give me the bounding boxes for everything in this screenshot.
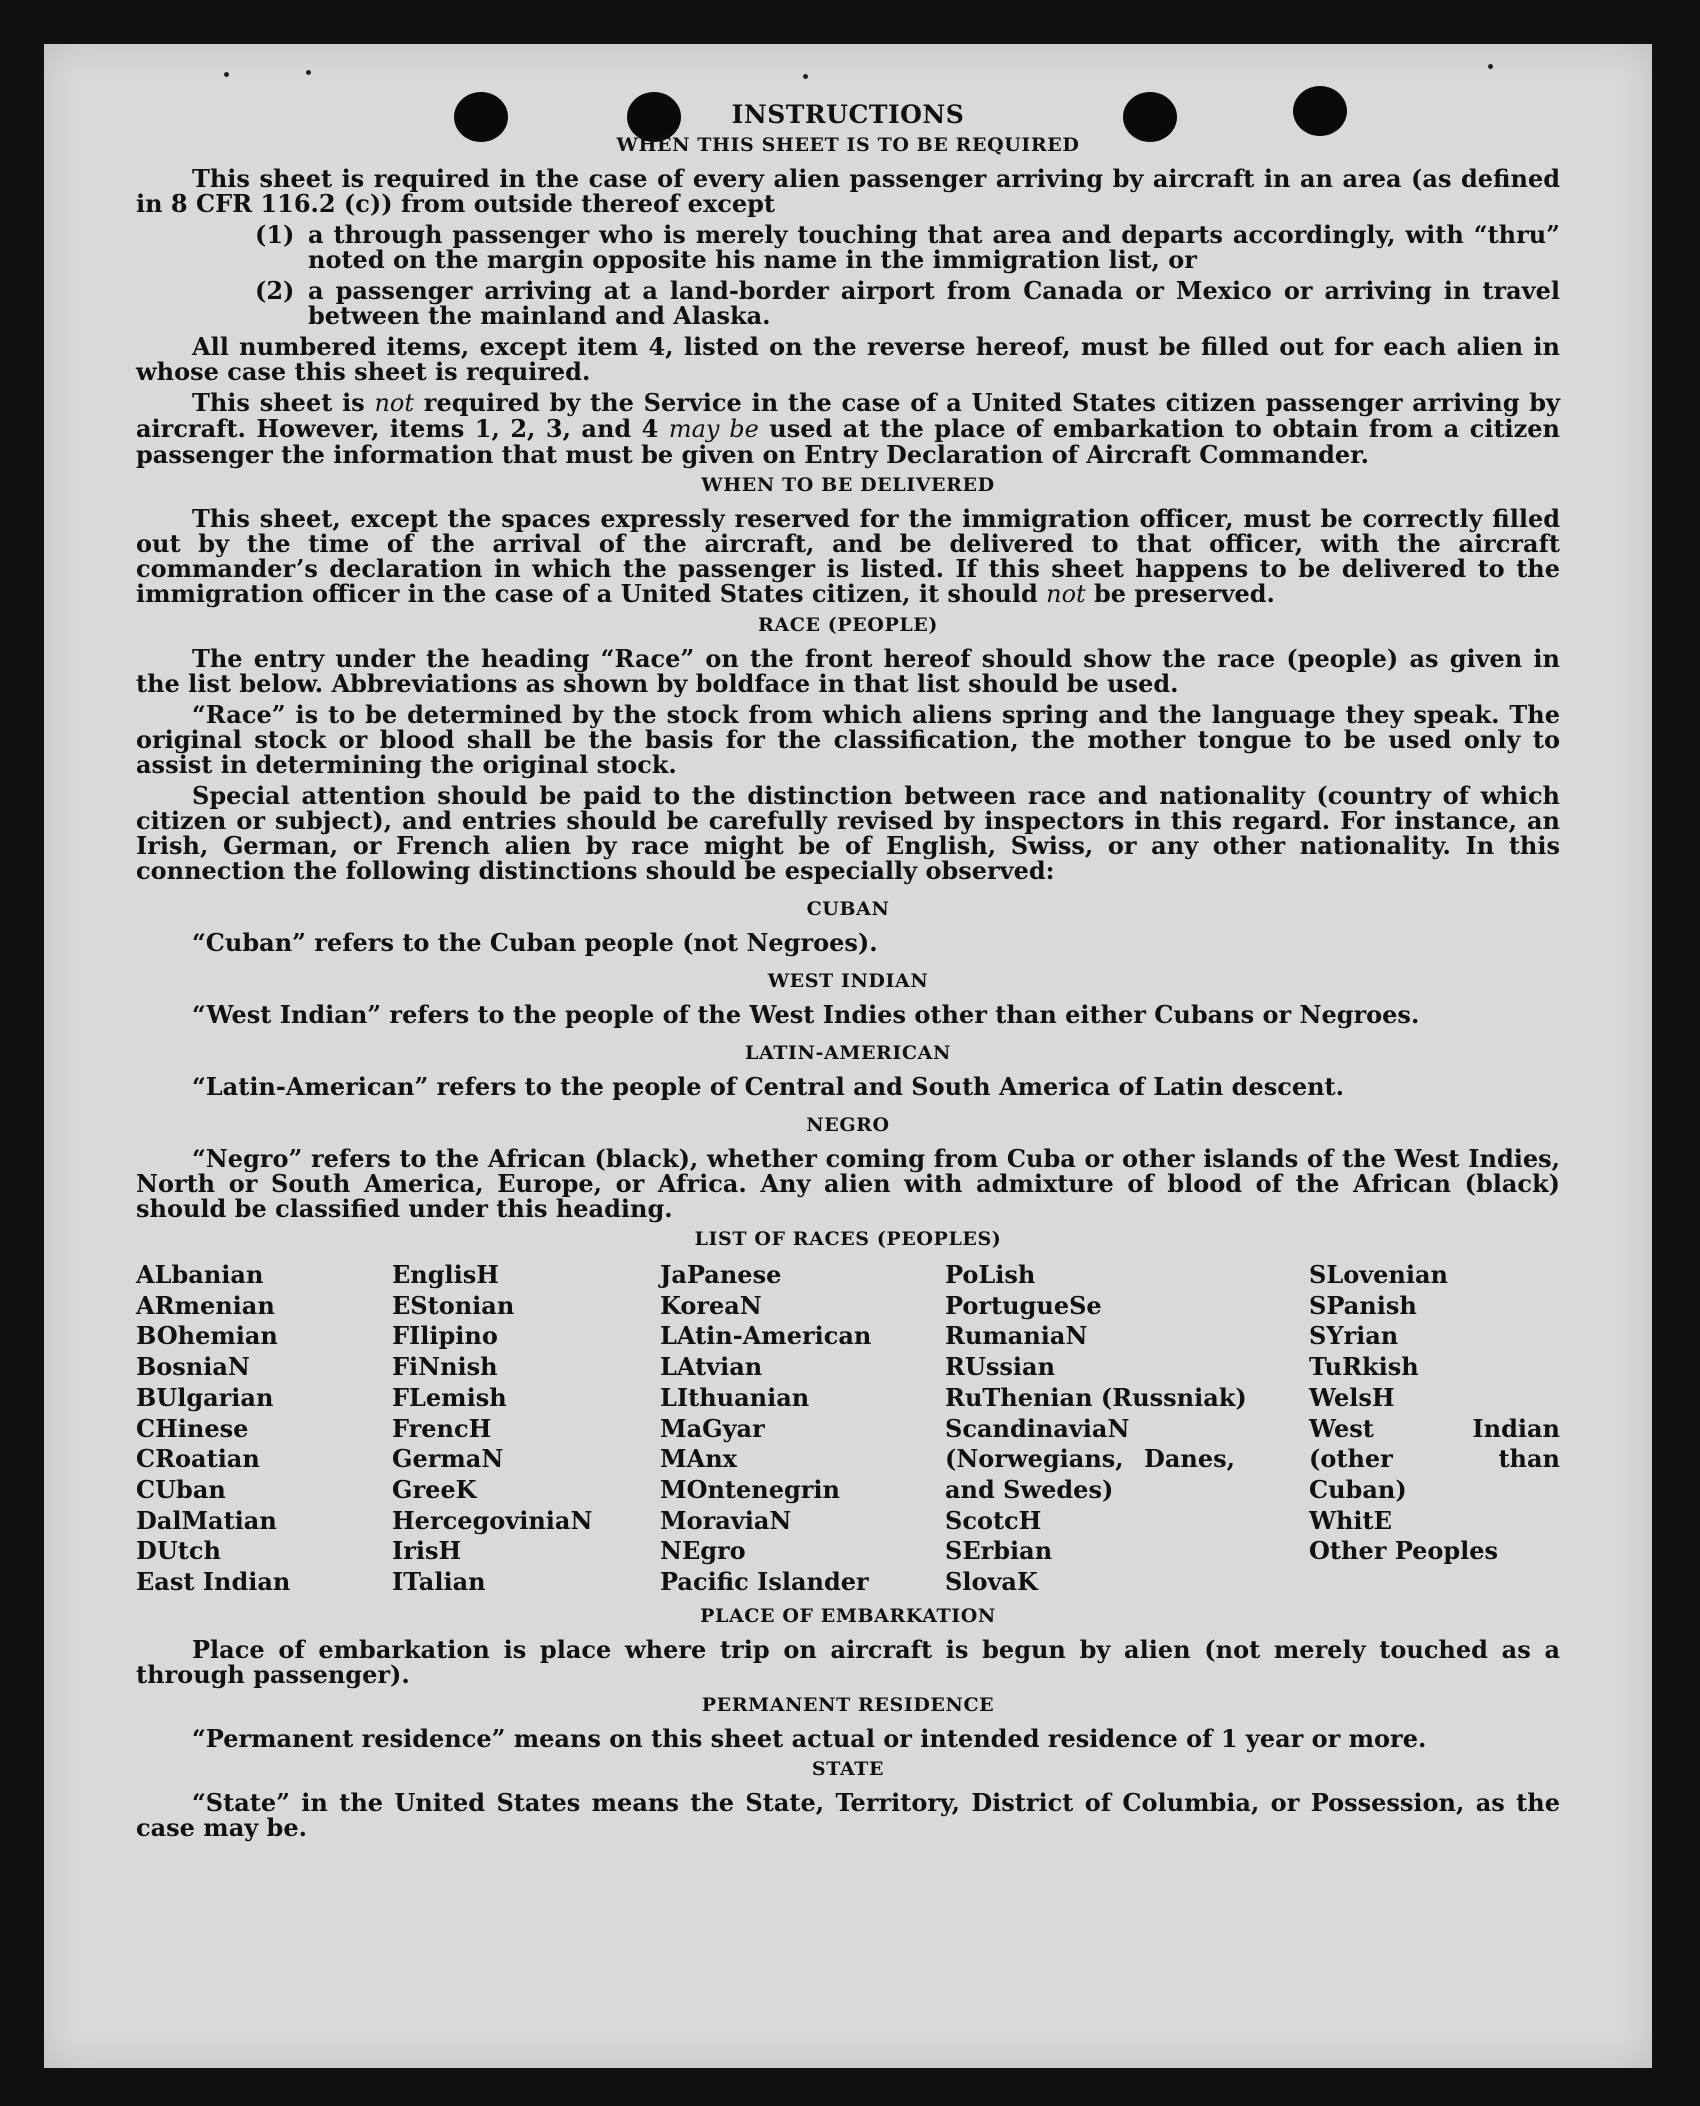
race-entry: HercegoviniaN <box>392 1505 593 1535</box>
heading-cuban: CUBAN <box>806 898 890 920</box>
list-item <box>136 222 1560 272</box>
paragraph: “Negro” refers to the African (black), whether coming from Cuba or other islands of the West Indies, North or South America, Europe, or Africa. Any alien with admixture of blood of the African (black) should be classified under this heading. <box>136 1144 1560 1223</box>
race-column <box>660 1260 945 1598</box>
document-content <box>136 102 1560 1846</box>
item-number: (2) <box>255 276 295 305</box>
race-entry: NEgro <box>660 1536 746 1566</box>
paragraph: “Cuban” refers to the Cuban people (not Negroes). <box>192 928 878 957</box>
race-entry: FiNnish <box>392 1352 498 1382</box>
race-entry: JaPanese <box>660 1260 782 1289</box>
race-entry: Pacific Islander <box>660 1567 869 1597</box>
race-entry: PoLish <box>945 1260 1036 1289</box>
paragraph: “Permanent residence” means on this sheet actual or intended residence of 1 year or more. <box>192 1723 1427 1753</box>
race-entry: LAtin-American <box>660 1321 872 1351</box>
document-title: INSTRUCTIONS <box>731 100 965 129</box>
race-entry: CHinese <box>136 1413 249 1443</box>
race-entry: SlovaK <box>945 1567 1038 1597</box>
race-entry: DalMatian <box>136 1505 277 1535</box>
race-entry: GermaN <box>392 1444 504 1474</box>
paragraph: “State” in the United States means the State, Territory, District of Columbia, or Possession, as the case may be. <box>136 1787 1560 1842</box>
heading-place-of-embarkation: PLACE OF EMBARKATION <box>700 1604 996 1627</box>
speck <box>306 70 311 75</box>
item-text: a through passenger who is merely touching that area and departs accordingly, with “thru” noted on the margin opposite his name in the immigration list, or <box>308 220 1560 274</box>
race-entry: GreeK <box>392 1474 477 1504</box>
race-list <box>136 1260 1560 1598</box>
heading-west-indian: WEST INDIAN <box>767 970 929 992</box>
race-column <box>136 1260 392 1598</box>
race-entry: LAtvian <box>660 1352 763 1382</box>
race-entry: ALbanian <box>136 1260 264 1289</box>
paragraph: The entry under the heading “Race” on the front hereof should show the race (people) as given in the list below. Abbreviations as shown by boldface in that list should be used. <box>136 644 1560 698</box>
race-entry: FrencH <box>392 1413 492 1443</box>
heading-race: RACE (PEOPLE) <box>758 614 938 636</box>
item-number: (1) <box>255 220 295 249</box>
race-entry: SErbian <box>945 1536 1053 1566</box>
race-entry: Other Peoples <box>1309 1536 1499 1566</box>
race-entry: MAnx <box>660 1444 737 1474</box>
race-entry: EStonian <box>392 1290 515 1320</box>
race-entry: MaGyar <box>660 1413 765 1443</box>
list-item <box>136 278 1560 328</box>
paragraph: “Race” is to be determined by the stock from which aliens spring and the language they speak. The original stock or blood shall be the basis for the classification, the mother tongue to be used only to assist in determining the original stock. <box>136 700 1560 779</box>
race-entry: SPanish <box>1309 1290 1417 1320</box>
race-entry: FIlipino <box>392 1321 498 1351</box>
heading-when-required: WHEN THIS SHEET IS TO BE REQUIRED <box>616 134 1080 156</box>
paragraph: “Latin-American” refers to the people of Central and South America of Latin descent. <box>192 1072 1344 1101</box>
race-entry: PortugueSe <box>945 1290 1102 1320</box>
heading-state: STATE <box>811 1757 885 1780</box>
speck <box>1488 64 1493 69</box>
paragraph: All numbered items, except item 4, listed on the reverse hereof, must be filled out for each alien in whose case this sheet is required. <box>136 332 1560 386</box>
race-entry: RumaniaN <box>945 1321 1088 1351</box>
race-entry: EnglisH <box>392 1260 499 1289</box>
race-entry: ARmenian <box>136 1290 275 1320</box>
race-entry: MOntenegrin <box>660 1474 840 1504</box>
speck <box>803 74 808 79</box>
document-sheet <box>44 44 1652 2068</box>
race-entry: ITalian <box>392 1567 486 1597</box>
race-entry: CUban <box>136 1474 226 1504</box>
paragraph: Place of embarkation is place where trip on aircraft is begun by alien (not merely touched as a through passenger). <box>136 1634 1560 1689</box>
race-entry: DUtch <box>136 1536 221 1566</box>
race-column <box>392 1260 660 1598</box>
race-entry: IrisH <box>392 1536 462 1566</box>
paragraph: This sheet, except the spaces expressly reserved for the immigration officer, must be correctly filled out by the time of the arrival of the aircraft, and be delivered to that officer, with the aircraft commander’s declaration in which the passenger is listed. If this sheet happens to be delivered to the immigration officer in the case of a United States citizen, it should not be preserved. <box>136 504 1560 608</box>
race-entry: ScandinaviaN (Norwegians, Danes, and Swedes) <box>945 1413 1235 1504</box>
heading-negro: NEGRO <box>806 1114 890 1136</box>
race-entry: LIthuanian <box>660 1382 810 1412</box>
race-entry: RuThenian (Russniak) <box>945 1382 1247 1412</box>
paragraph: “West Indian” refers to the people of the West Indies other than either Cubans or Negroes. <box>192 1000 1420 1029</box>
race-entry: CRoatian <box>136 1444 260 1474</box>
race-entry: FLemish <box>392 1382 507 1412</box>
race-entry: WhitE <box>1309 1505 1392 1535</box>
speck <box>224 72 229 77</box>
race-column <box>945 1260 1309 1598</box>
paragraph: This sheet is not required by the Service in the case of a United States citizen passenger arriving by aircraft. However, items 1, 2, 3, and 4 may be used at the place of embarkation to obtain from a citizen passenger the information that must be given on Entry Declaration of Aircraft Commander. <box>136 388 1561 469</box>
race-entry: WelsH <box>1309 1382 1395 1412</box>
race-entry: West Indian (other than Cuban) <box>1309 1413 1560 1504</box>
race-entry: East Indian <box>136 1567 291 1597</box>
race-entry: BUlgarian <box>136 1382 274 1412</box>
race-entry: SYrian <box>1309 1321 1399 1351</box>
race-column <box>1309 1260 1560 1598</box>
race-entry: ScotcH <box>945 1505 1042 1535</box>
race-entry: BosniaN <box>136 1352 250 1382</box>
paragraph: This sheet is required in the case of every alien passenger arriving by aircraft in an area (as defined in 8 CFR 116.2 (c)) from outside thereof except <box>136 164 1560 218</box>
race-entry: BOhemian <box>136 1321 278 1351</box>
heading-list-of-races: LIST OF RACES (PEOPLES) <box>694 1228 1002 1250</box>
paragraph: Special attention should be paid to the distinction between race and nationality (country of which citizen or subject), and entries should be carefully revised by inspectors in this regard. For instance, an Irish, German, or French alien by race might be of English, Swiss, or any other nationality. In this connection the following distinctions should be especially observed: <box>136 781 1560 885</box>
race-entry: RUssian <box>945 1352 1056 1382</box>
heading-permanent-residence: PERMANENT RESIDENCE <box>701 1693 995 1716</box>
heading-latin-american: LATIN-AMERICAN <box>745 1042 951 1064</box>
heading-when-delivered: WHEN TO BE DELIVERED <box>701 474 995 496</box>
race-entry: MoraviaN <box>660 1505 792 1535</box>
item-text: a passenger arriving at a land-border airport from Canada or Mexico or arriving in travel between the mainland and Alaska. <box>308 276 1560 330</box>
race-entry: SLovenian <box>1309 1260 1448 1289</box>
race-entry: KoreaN <box>660 1290 762 1320</box>
race-entry: TuRkish <box>1309 1352 1419 1382</box>
